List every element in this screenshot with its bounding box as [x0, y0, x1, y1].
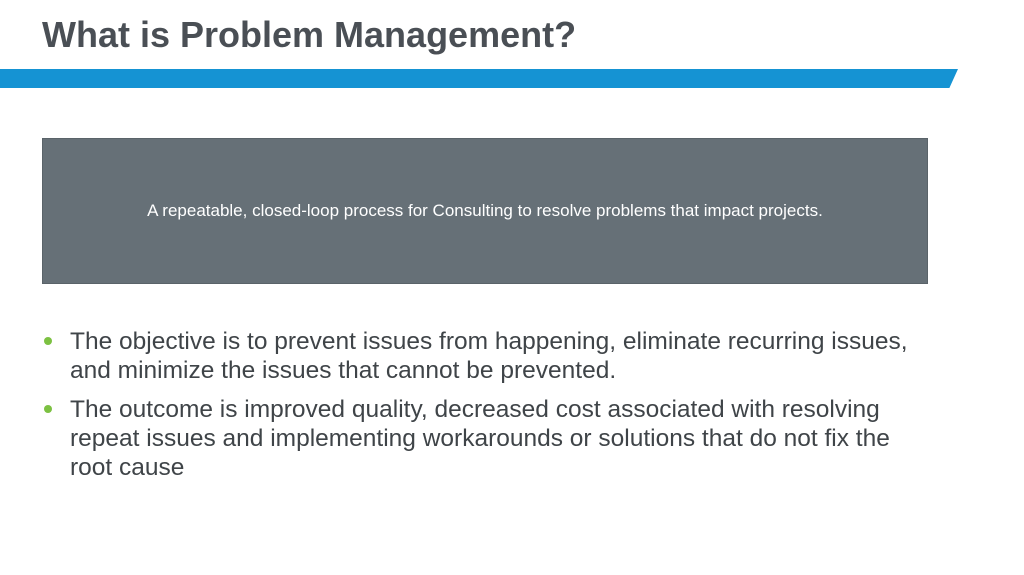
bullet-marker-icon: [44, 337, 52, 345]
title-accent-bar: [0, 69, 958, 88]
bullet-list: [42, 327, 912, 492]
bullet-item-outcome: [42, 395, 912, 482]
slide-title: What is Problem Management?: [42, 14, 577, 55]
bullet-marker-icon: [44, 405, 52, 413]
definition-box: [42, 138, 928, 284]
definition-text: A repeatable, closed-loop process for Consulting to resolve problems that impact projects.: [147, 201, 823, 220]
bullet-text: The outcome is improved quality, decreased cost associated with resolving repeat issues and implementing workarounds or solutions that do not fix the root cause: [70, 396, 890, 481]
bullet-item-objective: [42, 327, 912, 385]
bullet-text: The objective is to prevent issues from happening, eliminate recurring issues, and minimize the issues that cannot be prevented.: [70, 328, 908, 384]
